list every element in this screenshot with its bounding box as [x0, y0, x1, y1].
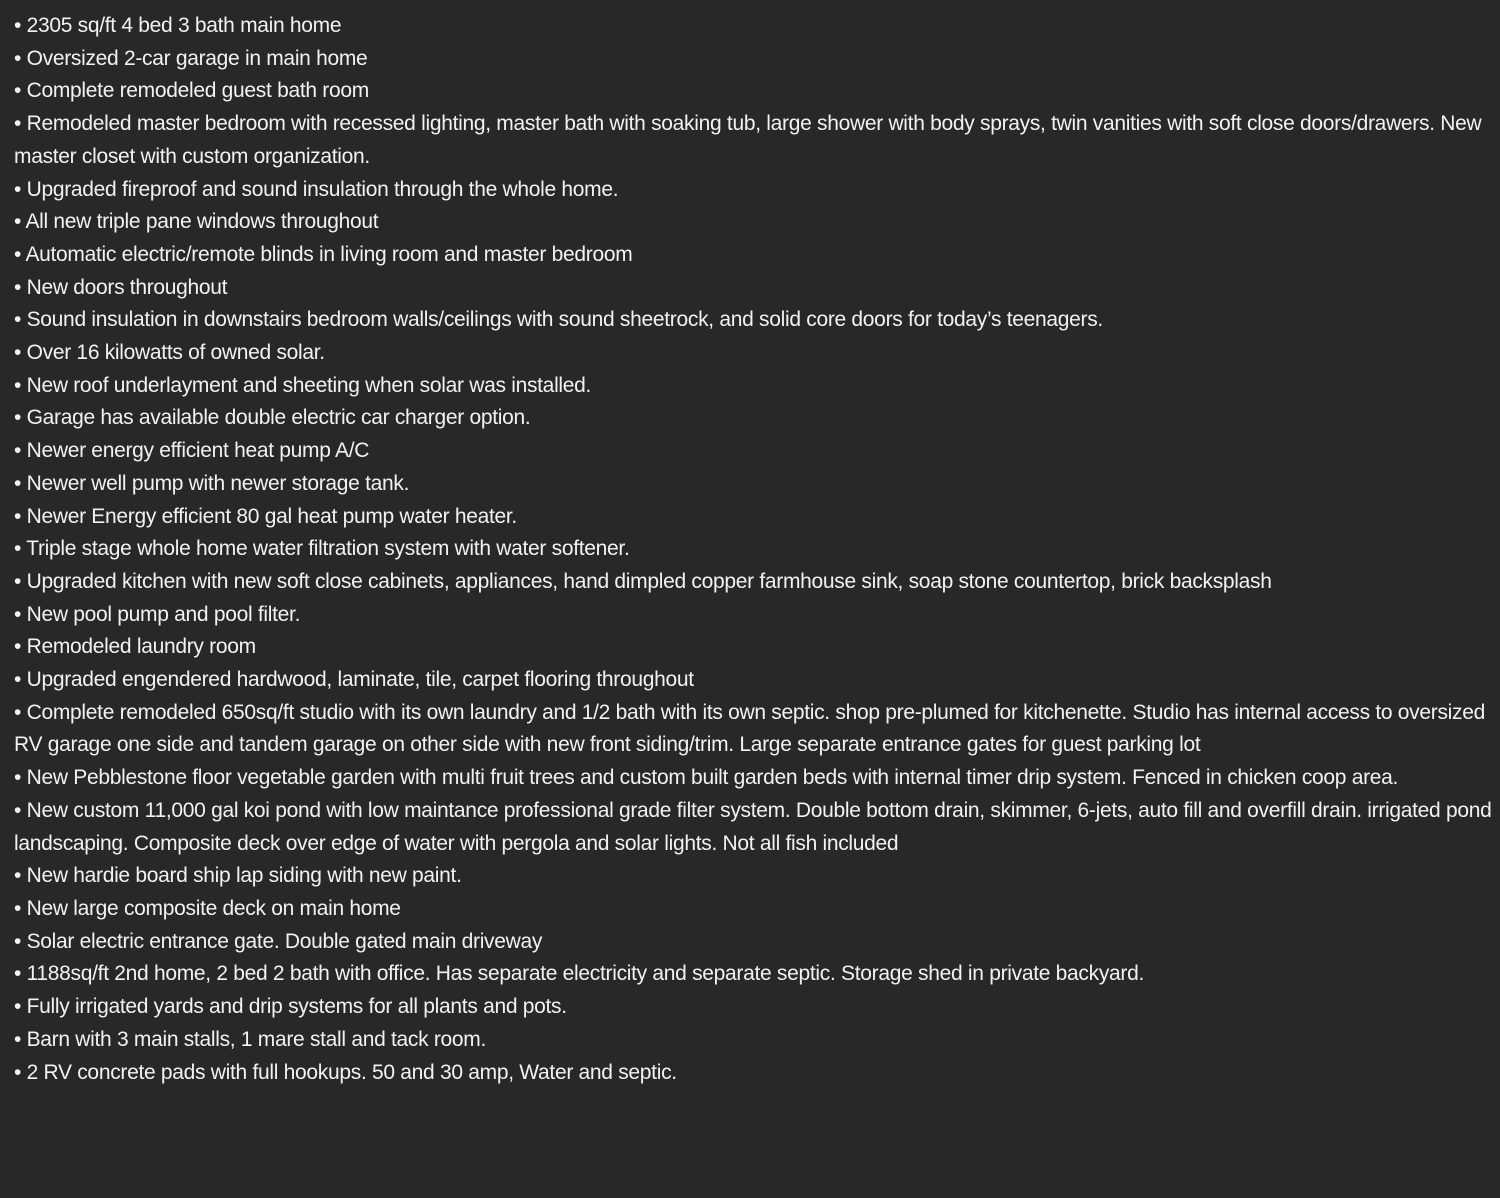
feature-list-item-text: Upgraded fireproof and sound insulation through the whole home.: [26, 177, 619, 201]
bullet-icon: •: [14, 864, 27, 888]
feature-list-item: [14, 631, 1492, 664]
bullet-icon: •: [14, 700, 27, 724]
feature-list-item-text: Complete remodeled 650sq/ft studio with its own laundry and 1/2 bath with its own septic. shop pre-plumed for kitchenette. Studio has internal access to oversized RV garage one side and tandem garage on other side with new front siding/trim. Large separate entrance gates for guest parking lot: [14, 700, 1485, 757]
feature-list-item-text: Automatic electric/remote blinds in living room and master bedroom: [25, 242, 633, 266]
feature-list-item: [14, 43, 1492, 76]
bullet-icon: •: [14, 406, 27, 430]
bullet-icon: •: [14, 537, 27, 561]
feature-list-item: [14, 533, 1492, 566]
bullet-icon: •: [14, 14, 27, 37]
feature-list-item-text: New custom 11,000 gal koi pond with low maintance professional grade filter system. Double bottom drain, skimmer, 6-jets, auto fill and overfill drain. irrigated pond landscaping. Composite deck over edge of water with pergola and solar lights. Not all fish included: [14, 798, 1492, 855]
feature-list-item: [14, 599, 1492, 632]
feature-list-item: [14, 370, 1492, 403]
feature-list-item-text: Remodeled laundry room: [26, 635, 256, 659]
feature-list-item: [14, 1024, 1492, 1057]
bullet-icon: •: [14, 995, 27, 1019]
feature-list-item-text: Triple stage whole home water filtration system with water softener.: [26, 537, 630, 561]
bullet-icon: •: [14, 766, 27, 790]
bullet-icon: •: [14, 668, 27, 692]
feature-list-item-text: New pool pump and pool filter.: [26, 602, 301, 626]
bullet-icon: •: [14, 798, 27, 822]
feature-list-item-text: Newer well pump with newer storage tank.: [26, 471, 410, 495]
feature-list-item: [14, 926, 1492, 959]
feature-list-item: [14, 174, 1492, 207]
feature-list-item: [14, 1057, 1492, 1090]
feature-list-item-text: Barn with 3 main stalls, 1 mare stall and tack room.: [26, 1027, 487, 1051]
feature-list-item-text: Newer energy efficient heat pump A/C: [26, 439, 370, 463]
feature-list-item: [14, 10, 1492, 43]
feature-list-item: [14, 272, 1492, 305]
feature-list-item: [14, 762, 1492, 795]
feature-list-item-text: Garage has available double electric car charger option.: [26, 406, 531, 430]
feature-list-item-text: New hardie board ship lap siding with new paint.: [26, 864, 462, 888]
feature-list-item-text: Oversized 2-car garage in main home: [26, 46, 368, 70]
feature-list-item-text: Upgraded engendered hardwood, laminate, tile, carpet flooring throughout: [26, 668, 694, 692]
feature-list-item-text: Remodeled master bedroom with recessed lighting, master bath with soaking tub, large shower with body sprays, twin vanities with soft close doors/drawers. New master closet with custom organization.: [14, 112, 1482, 168]
bullet-icon: •: [14, 471, 27, 495]
feature-list-item-text: All new triple pane windows throughout: [25, 210, 379, 234]
feature-list-item: [14, 337, 1492, 370]
bullet-icon: •: [14, 1027, 27, 1051]
bullet-icon: •: [14, 275, 27, 299]
feature-list-item-text: New doors throughout: [26, 275, 228, 299]
bullet-icon: •: [14, 504, 27, 528]
feature-list-item-text: Sound insulation in downstairs bedroom walls/ceilings with sound sheetrock, and solid core doors for today’s teenagers.: [26, 308, 1103, 332]
feature-list-item-text: New large composite deck on main home: [26, 896, 401, 920]
feature-list-item: [14, 566, 1492, 599]
feature-list-item-text: Over 16 kilowatts of owned solar.: [26, 341, 325, 365]
bullet-icon: •: [14, 242, 26, 266]
bullet-icon: •: [14, 439, 27, 463]
feature-list-item: [14, 664, 1492, 697]
feature-list-item-text: Solar electric entrance gate. Double gated main driveway: [26, 929, 543, 953]
feature-list-item-text: 1188sq/ft 2nd home, 2 bed 2 bath with office. Has separate electricity and separate septic. Storage shed in private backyard.: [26, 962, 1145, 986]
feature-list-item: [14, 402, 1492, 435]
feature-list-item: [14, 75, 1492, 108]
feature-list-item-text: Complete remodeled guest bath room: [26, 79, 369, 103]
bullet-icon: •: [14, 308, 27, 332]
feature-list-item: [14, 795, 1492, 860]
feature-list-item: [14, 206, 1492, 239]
feature-list-item: [14, 991, 1492, 1024]
bullet-icon: •: [14, 79, 27, 103]
feature-list-item-text: Newer Energy efficient 80 gal heat pump water heater.: [26, 504, 517, 528]
bullet-icon: •: [14, 569, 27, 593]
bullet-icon: •: [14, 46, 27, 70]
feature-list-item: [14, 435, 1492, 468]
feature-list-item: [14, 860, 1492, 893]
feature-list-item: [14, 958, 1492, 991]
feature-list-item-text: 2305 sq/ft 4 bed 3 bath main home: [26, 14, 342, 37]
bullet-icon: •: [14, 896, 27, 920]
bullet-icon: •: [14, 1060, 27, 1084]
feature-list-item: [14, 304, 1492, 337]
feature-list-item-text: New roof underlayment and sheeting when solar was installed.: [26, 373, 592, 397]
feature-list-item: [14, 468, 1492, 501]
feature-list-item-text: New Pebblestone floor vegetable garden with multi fruit trees and custom built garden beds with internal timer drip system. Fenced in chicken coop area.: [26, 766, 1399, 790]
feature-list-item: [14, 893, 1492, 926]
feature-list-item: [14, 697, 1492, 762]
bullet-icon: •: [14, 112, 27, 136]
feature-list-item: [14, 108, 1492, 173]
bullet-icon: •: [14, 602, 27, 626]
bullet-icon: •: [14, 341, 27, 365]
bullet-icon: •: [14, 635, 27, 659]
feature-list-item: [14, 501, 1492, 534]
feature-list-item-text: Fully irrigated yards and drip systems for all plants and pots.: [26, 995, 567, 1019]
bullet-icon: •: [14, 210, 26, 234]
feature-list-item: [14, 239, 1492, 272]
bullet-icon: •: [14, 929, 27, 953]
bullet-icon: •: [14, 962, 27, 986]
feature-list-item-text: Upgraded kitchen with new soft close cabinets, appliances, hand dimpled copper farmhouse sink, soap stone countertop, brick backsplash: [26, 569, 1272, 593]
feature-list-item-text: 2 RV concrete pads with full hookups. 50 and 30 amp, Water and septic.: [26, 1060, 677, 1084]
bullet-icon: •: [14, 373, 27, 397]
bullet-icon: •: [14, 177, 27, 201]
